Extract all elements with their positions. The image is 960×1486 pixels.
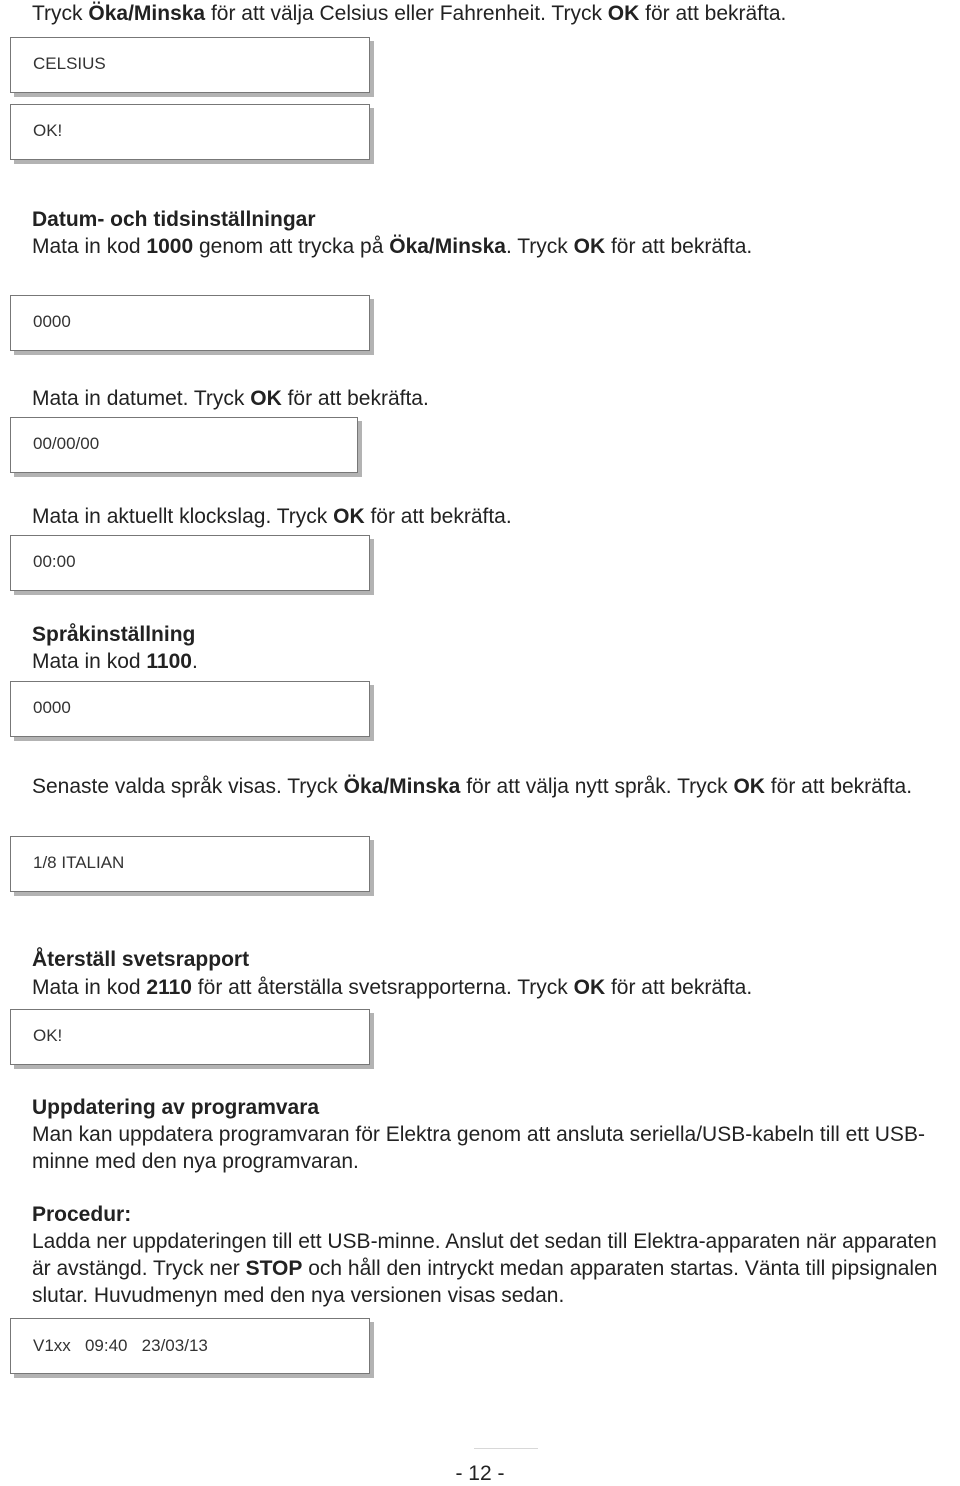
reset-instruction: Mata in kod 2110 för att återställa svetsrapporterna. Tryck OK för att bekräfta. [32,976,753,999]
page-number: - 12 - [455,1462,505,1485]
time-instruction: Mata in aktuellt klockslag. Tryck OK för att bekräfta. [32,505,512,528]
display-code-1100 [10,681,370,737]
display-text: 1/8 ITALIAN [33,853,125,872]
procedure-heading: Procedur: [32,1203,132,1226]
display-version [10,1318,370,1374]
datetime-heading: Datum- och tidsinställningar [32,208,316,231]
display-text: 0000 [33,698,71,717]
reset-heading: Återställ svetsrapport [32,948,250,971]
display-text: CELSIUS [33,54,106,73]
procedure-text: Ladda ner uppdateringen till ett USB-minne. Anslut det sedan till Elektra-apparaten när apparaten är avstängd. Tryck ner STOP och håll den intryckt medan apparaten startas. Vänta till pipsignalen slutar. Huvudmenyn med den nya versionen visas sedan. [32,1230,938,1307]
update-description: Man kan uppdatera programvaran för Elektra genom att ansluta seriella/USB-kabeln till ett USB-minne med den nya programvaran. [32,1123,925,1173]
display-language [10,836,370,892]
display-text: V1xx 09:40 23/03/13 [33,1336,208,1355]
display-ok [10,104,370,160]
date-instruction: Mata in datumet. Tryck OK för att bekräfta. [32,387,429,410]
display-text: 00:00 [33,552,76,571]
language-heading: Språkinställning [32,623,196,646]
display-text: OK! [33,121,63,140]
display-time [10,535,370,591]
datetime-instruction: Mata in kod 1000 genom att trycka på Öka/Minska. Tryck OK för att bekräfta. [32,235,753,258]
display-date [10,417,358,473]
intro-text: Tryck Öka/Minska för att välja Celsius eller Fahrenheit. Tryck OK för att bekräfta. [32,2,787,25]
display-text: 0000 [33,312,71,331]
display-celsius [10,37,370,93]
display-code-1000 [10,295,370,351]
language-code-instruction: Mata in kod 1100. [32,650,198,673]
display-ok-reset [10,1009,370,1065]
display-text: 00/00/00 [33,434,100,453]
update-heading: Uppdatering av programvara [32,1096,320,1119]
display-text: OK! [33,1026,63,1045]
footer-divider [474,1448,538,1449]
language-select-instruction: Senaste valda språk visas. Tryck Öka/Minska för att välja nytt språk. Tryck OK för att bekräfta. [32,775,913,798]
